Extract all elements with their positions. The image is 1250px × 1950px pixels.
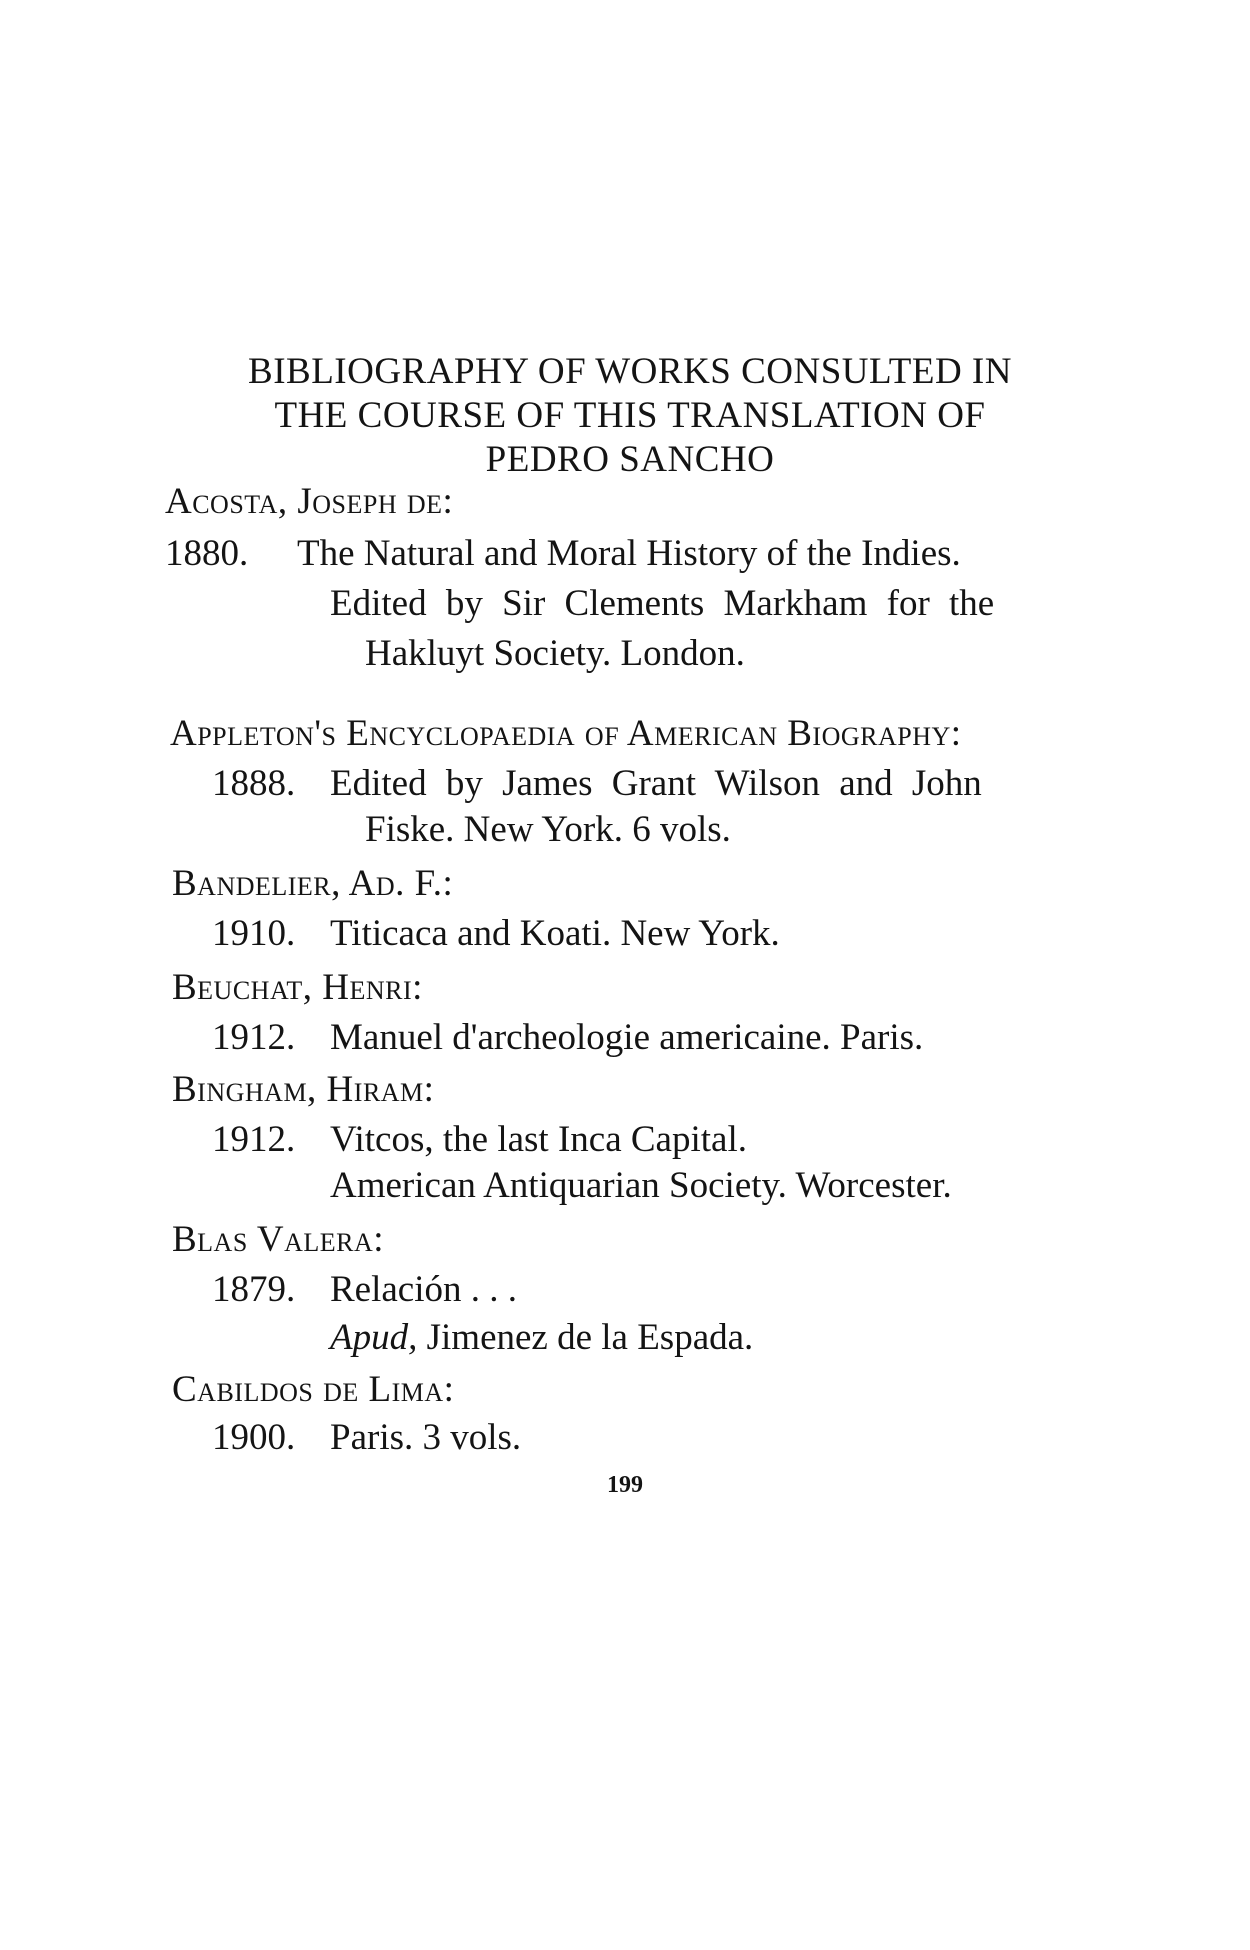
entry-text-cabildos-1: Paris. 3 vols. [330,1417,522,1458]
entry-text-bingham-1: Vitcos, the last Inca Capital. [330,1119,747,1160]
entry-text-blas-valera-2 [330,1316,753,1360]
title-line-1: BIBLIOGRAPHY OF WORKS CONSULTED IN [248,351,1012,392]
entry-text-acosta-2: Edited by Sir Clements Markham for the [330,583,995,624]
entry-text-bandelier-1: Titicaca and Koati. New York. [330,913,780,954]
apud-rest: Jimenez de la Espada. [417,1317,754,1358]
entry-year-acosta: 1880. [165,533,249,574]
entry-text-appleton-2: Fiske. New York. 6 vols. [365,809,731,850]
entry-author-appleton: Appleton's Encyclopaedia of American Biography: [170,713,962,754]
entry-text-bingham-2: American Antiquarian Society. Worcester. [330,1165,952,1206]
entry-year-beuchat: 1912. [212,1017,296,1058]
entry-year-blas-valera: 1879. [212,1269,296,1310]
entry-author-acosta: Acosta, Joseph de: [165,481,454,522]
page-number: 199 [607,1472,643,1498]
entry-year-cabildos: 1900. [212,1417,296,1458]
entry-author-beuchat: Beuchat, Henri: [172,967,423,1008]
entry-author-blas-valera: Blas Valera: [172,1219,385,1260]
bibliography-title [160,350,1100,482]
entry-text-blas-valera-1: Relación . . . [330,1269,518,1310]
apud-italic: Apud, [330,1317,418,1358]
entry-text-appleton-1: Edited by James Grant Wilson and John [330,763,982,804]
entry-year-appleton: 1888. [212,763,296,804]
entry-text-acosta-1: The Natural and Moral History of the Indies. [297,533,961,574]
entry-author-bingham: Bingham, Hiram: [172,1069,435,1110]
entry-author-bandelier: Bandelier, Ad. F.: [172,863,454,904]
entry-year-bingham: 1912. [212,1119,296,1160]
entry-text-beuchat-1: Manuel d'archeologie americaine. Paris. [330,1017,924,1058]
entry-text-acosta-3: Hakluyt Society. London. [365,633,745,674]
title-line-2: THE COURSE OF THIS TRANSLATION OF [274,395,986,436]
entry-year-bandelier: 1910. [212,913,296,954]
entry-author-cabildos: Cabildos de Lima: [172,1369,455,1410]
title-line-3: PEDRO SANCHO [485,439,775,480]
